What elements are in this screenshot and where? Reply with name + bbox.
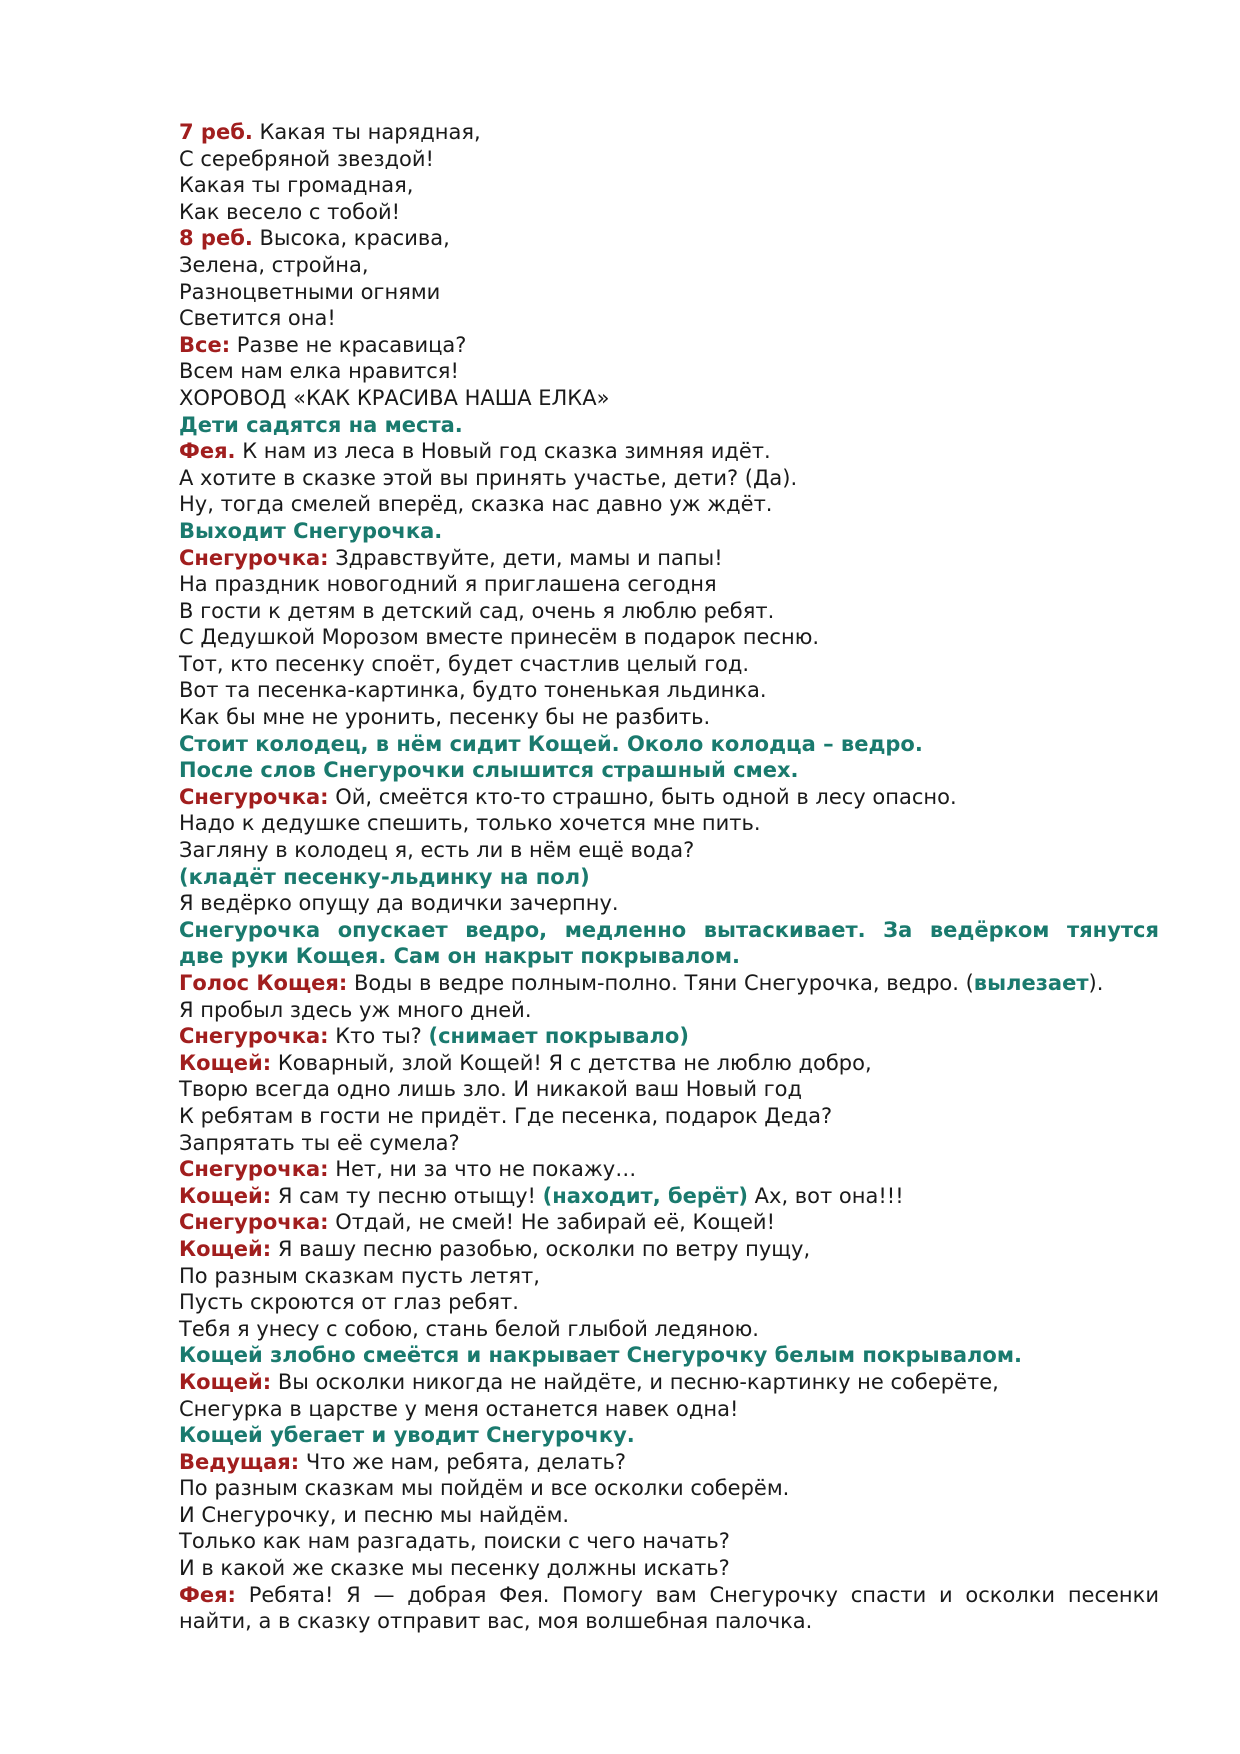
script-line (179, 412, 1159, 439)
script-line (179, 757, 1159, 784)
stage-direction: Выходит Снегурочка. (179, 518, 443, 543)
script-line (179, 651, 1159, 678)
speaker-label: Снегурочка: (179, 1210, 329, 1235)
dialogue-text: Я сам ту песню отыщу! (271, 1183, 543, 1208)
script-line (179, 545, 1159, 572)
speaker-label: Снегурочка: (179, 784, 329, 809)
dialogue-text: Ах, вот она!!! (747, 1183, 904, 1208)
dialogue-text: По разным сказкам пусть летят, (179, 1263, 540, 1288)
script-line (179, 970, 1159, 997)
dialogue-text: Разве не красавица? (230, 332, 467, 357)
script-line (179, 1475, 1159, 1502)
script-line (179, 279, 1159, 306)
dialogue-text: Коварный, злой Кощей! Я с детства не люблю добро, (271, 1050, 872, 1075)
dialogue-text: Надо к дедушке спешить, только хочется мне пить. (179, 811, 761, 836)
script-line (179, 358, 1159, 385)
script-line (179, 465, 1159, 492)
stage-direction: две руки Кощея. Сам он накрыт покрывалом. (179, 944, 740, 969)
script-page (179, 119, 1159, 1635)
speaker-label: Снегурочка: (179, 1024, 329, 1049)
speaker-label: Ведущая: (179, 1449, 300, 1474)
script-line (179, 704, 1159, 731)
stage-direction: Дети садятся на места. (179, 412, 463, 437)
dialogue-text: А хотите в сказке этой вы принять участье, дети? (Да). (179, 465, 798, 490)
script-line (179, 784, 1159, 811)
dialogue-text: Кто ты? (328, 1024, 429, 1049)
dialogue-text: Зелена, стройна, (179, 252, 369, 277)
speaker-label: Снегурочка: (179, 545, 329, 570)
script-line (179, 305, 1159, 332)
stage-direction: После слов Снегурочки слышится страшный смех. (179, 758, 799, 783)
speaker-label: 7 реб. (179, 120, 253, 144)
dialogue-text: По разным сказкам мы пойдём и все осколки соберём. (179, 1476, 790, 1501)
stage-direction: вылезает (973, 971, 1089, 995)
script-line (179, 1289, 1159, 1316)
script-line (179, 438, 1159, 465)
script-line (179, 837, 1159, 864)
dialogue-text: Как бы мне не уронить, песенку бы не разбить. (179, 705, 711, 730)
dialogue-text: Светится она! (179, 306, 336, 331)
script-line (179, 943, 1159, 970)
dialogue-text: Вот та песенка-картинка, будто тоненькая льдинка. (179, 678, 767, 703)
dialogue-text: Нет, ни за что не покажу… (328, 1157, 637, 1182)
script-line (179, 1396, 1159, 1423)
speaker-label: Кощей: (179, 1236, 272, 1261)
dialogue-text: Что же нам, ребята, делать? (299, 1449, 627, 1474)
speaker-label: 8 реб. (179, 226, 253, 251)
dialogue-text: И в какой же сказке мы песенку должны искать? (179, 1556, 730, 1581)
speaker-label: Кощей: (179, 1183, 272, 1208)
speaker-label: Снегурочка: (179, 1157, 329, 1182)
script-line (179, 491, 1159, 518)
dialogue-text: Творю всегда одно лишь зло. И никакой ваш Новый год (179, 1077, 803, 1102)
script-line (179, 385, 1159, 412)
dialogue-text: Ребята! Я — добрая Фея. Помогу вам Снегурочку спасти и осколки песенки найти, а в сказку отправит вас, моя волшебная палочка. (179, 1582, 1159, 1634)
dialogue-text: ). (1088, 971, 1104, 995)
script-line (179, 890, 1159, 917)
dialogue-text: Здравствуйте, дети, мамы и папы! (328, 545, 723, 570)
script-line (179, 172, 1159, 199)
script-line (179, 1209, 1159, 1236)
speaker-label: Все: (179, 332, 231, 357)
dialogue-text: Я вашу песню разобью, осколки по ветру пущу, (271, 1236, 811, 1261)
dialogue-text: С Дедушкой Морозом вместе принесём в подарок песню. (179, 625, 820, 650)
stage-direction: Кощей убегает и уводит Снегурочку. (179, 1423, 635, 1448)
dialogue-text: Пусть скроются от глаз ребят. (179, 1290, 519, 1315)
dialogue-text: Снегурка в царстве у меня останется навек одна! (179, 1396, 739, 1421)
script-line (179, 225, 1159, 252)
script-line (179, 1555, 1159, 1582)
script-line (179, 1050, 1159, 1077)
script-line (179, 1449, 1159, 1476)
script-line (179, 624, 1159, 651)
dialogue-text: Я ведёрко опущу да водички зачерпну. (179, 891, 619, 916)
script-line (179, 1502, 1159, 1529)
script-line (179, 598, 1159, 625)
dialogue-text: Всем нам елка нравится! (179, 359, 459, 384)
dialogue-text: Отдай, не смей! Не забирай её, Кощей! (328, 1210, 775, 1235)
dialogue-text: Тебя я унесу с собою, стань белой глыбой ледяною. (179, 1316, 759, 1341)
script-line (179, 252, 1159, 279)
stage-direction: (снимает покрывало) (428, 1024, 689, 1049)
script-line (179, 731, 1159, 758)
speaker-label: Фея. (179, 439, 236, 464)
script-line (179, 1236, 1159, 1263)
dialogue-text: Загляну в колодец я, есть ли в нём ещё вода? (179, 838, 695, 863)
stage-direction: (находит, берёт) (542, 1183, 748, 1208)
dialogue-text: Ну, тогда смелей вперёд, сказка нас давно уж ждёт. (179, 492, 773, 517)
dialogue-text: Воды в ведре полным-полно. Тяни Снегурочка, ведро. ( (347, 971, 974, 995)
dialogue-text: Как весело с тобой! (179, 199, 401, 224)
stage-direction: Кощей злобно смеётся и накрывает Снегурочку белым покрывалом. (179, 1343, 1023, 1368)
speaker-label: Кощей: (179, 1050, 272, 1075)
stage-direction: Стоит колодец, в нём сидит Кощей. Около колодца – ведро. (179, 731, 923, 756)
script-line (179, 810, 1159, 837)
speaker-label: Кощей: (179, 1369, 272, 1394)
dialogue-text: Только как нам разгадать, поиски с чего начать? (179, 1529, 730, 1554)
script-line (179, 1582, 1159, 1635)
dialogue-text: Разноцветными огнями (179, 279, 441, 304)
dialogue-text: ХОРОВОД «КАК КРАСИВА НАША ЕЛКА» (179, 385, 610, 410)
script-line (179, 146, 1159, 173)
dialogue-text: К ребятам в гости не придёт. Где песенка, подарок Деда? (179, 1103, 833, 1128)
script-line (179, 1528, 1159, 1555)
script-line (179, 997, 1159, 1024)
stage-direction: Снегурочка опускает ведро, медленно вытаскивает. За ведёрком тянутся (179, 917, 1159, 942)
script-line (179, 1103, 1159, 1130)
dialogue-text: Какая ты нарядная, (252, 120, 481, 144)
dialogue-text: Я пробыл здесь уж много дней. (179, 997, 532, 1022)
script-line (179, 518, 1159, 545)
script-line (179, 1130, 1159, 1157)
script-line (179, 864, 1159, 891)
script-line (179, 1076, 1159, 1103)
dialogue-text: С серебряной звездой! (179, 146, 434, 171)
dialogue-text: Ой, смеётся кто-то страшно, быть одной в лесу опасно. (328, 784, 957, 809)
script-line (179, 1183, 1159, 1210)
script-line (179, 1023, 1159, 1050)
script-line (179, 119, 1159, 146)
dialogue-text: На праздник новогодний я приглашена сегодня (179, 572, 717, 597)
script-line (179, 677, 1159, 704)
script-line (179, 1422, 1159, 1449)
speaker-label: Фея: (179, 1582, 236, 1607)
dialogue-text: В гости к детям в детский сад, очень я люблю ребят. (179, 598, 775, 623)
dialogue-text: Запрятать ты её сумела? (179, 1130, 460, 1155)
script-line (179, 1156, 1159, 1183)
dialogue-text: Какая ты громадная, (179, 173, 414, 198)
script-line (179, 571, 1159, 598)
script-line (179, 1316, 1159, 1343)
script-line (179, 332, 1159, 359)
script-line (179, 1369, 1159, 1396)
script-line (179, 1342, 1159, 1369)
stage-direction: (кладёт песенку-льдинку на пол) (179, 864, 590, 889)
dialogue-text: Высока, красива, (252, 226, 450, 251)
script-line (179, 199, 1159, 226)
dialogue-text: И Снегурочку, и песню мы найдём. (179, 1502, 570, 1527)
speaker-label: Голос Кощея: (179, 971, 348, 995)
script-line (179, 917, 1159, 944)
dialogue-text: Тот, кто песенку споёт, будет счастлив целый год. (179, 651, 750, 676)
dialogue-text: К нам из леса в Новый год сказка зимняя идёт. (235, 439, 771, 464)
dialogue-text: Вы осколки никогда не найдёте, и песню-картинку не соберёте, (271, 1369, 999, 1394)
script-line (179, 1263, 1159, 1290)
